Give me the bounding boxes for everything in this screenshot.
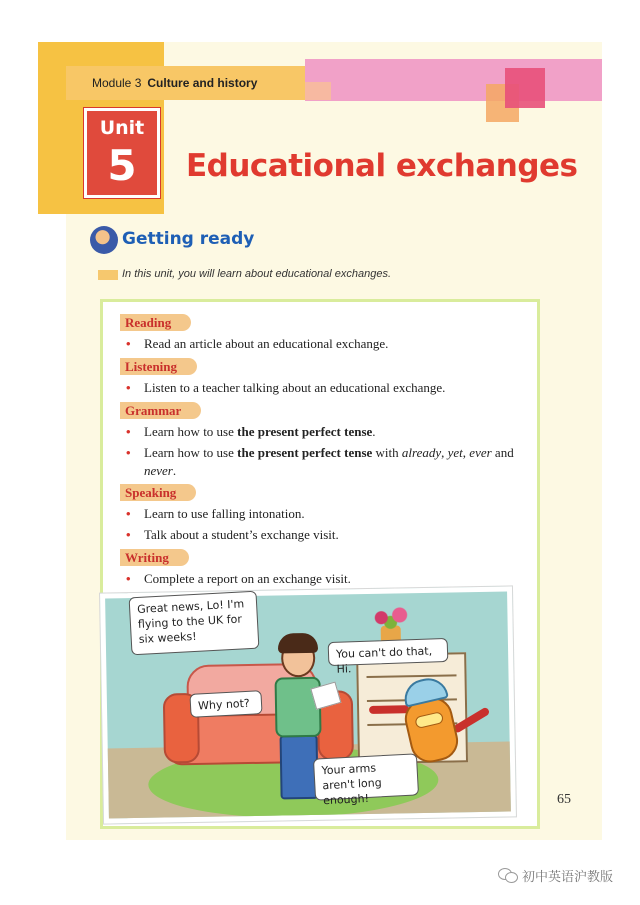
list-item xyxy=(120,423,530,441)
section-label-reading: Reading xyxy=(120,314,191,331)
flowers xyxy=(367,605,413,630)
list-item: • Complete a report on an exchange visit. xyxy=(120,570,530,588)
bold-term: the present perfect tense xyxy=(237,445,373,460)
module-number: Module 3 xyxy=(92,76,142,90)
section-writing xyxy=(120,549,530,588)
section-grammar xyxy=(120,402,530,480)
list-item: • Listen to a teacher talking about an educational exchange. xyxy=(120,379,530,397)
decorative-square-red xyxy=(505,68,545,108)
list-item xyxy=(120,444,530,480)
section-speaking xyxy=(120,484,530,544)
text-run: . xyxy=(372,424,376,439)
section-label-speaking: Speaking xyxy=(120,484,196,501)
section-label-grammar: Grammar xyxy=(120,402,201,419)
watermark-text: 初中英语沪教版 xyxy=(522,870,614,885)
bold-term: the present perfect tense xyxy=(237,424,373,439)
list-item: • Read an article about an educational exchange. xyxy=(120,335,530,353)
list-item: • Learn to use falling intonation. xyxy=(120,505,530,523)
section-listening xyxy=(120,358,530,397)
speech-bubble-2: You can't do that, Hi. xyxy=(328,638,449,666)
header-accent xyxy=(305,82,331,100)
robot-arm-left xyxy=(369,705,409,714)
page-title: Educational exchanges xyxy=(186,148,578,184)
speech-bubble-4: Your arms aren't long enough! xyxy=(313,753,419,800)
wechat-icon xyxy=(498,866,518,882)
module-title: Culture and history xyxy=(147,76,258,90)
section-reading xyxy=(120,314,530,353)
section-label-writing: Writing xyxy=(120,549,189,566)
section-label-listening: Listening xyxy=(120,358,197,375)
unit-number: 5 xyxy=(107,141,137,190)
unit-word: Unit xyxy=(99,117,145,139)
intro-text: In this unit, you will learn about educational exchanges. xyxy=(122,268,392,280)
speech-bubble-1: Great news, Lo! I'm flying to the UK for six weeks! xyxy=(129,591,260,656)
text-run: and xyxy=(491,445,514,460)
italic-word: never xyxy=(144,463,173,478)
text-run: with xyxy=(372,445,402,460)
italic-word: yet xyxy=(447,445,463,460)
getting-ready-icon xyxy=(90,226,118,254)
speech-bubble-3: Why not? xyxy=(189,690,262,718)
page-number: 65 xyxy=(557,792,571,807)
text-run: , xyxy=(462,445,470,460)
text-run: . xyxy=(172,463,177,478)
italic-word: ever xyxy=(469,445,492,460)
text-run: Learn how to use xyxy=(144,424,238,439)
robot-eye xyxy=(414,711,444,729)
list-item: • Talk about a student’s exchange visit. xyxy=(120,526,530,544)
module-label xyxy=(92,76,257,90)
text-run: Learn how to use xyxy=(144,445,238,460)
intro-marker xyxy=(98,270,118,280)
unit-badge xyxy=(84,108,160,198)
text-run: , xyxy=(441,445,448,460)
boy-hair xyxy=(278,633,318,654)
getting-ready-heading: Getting ready xyxy=(122,229,255,249)
italic-word: already xyxy=(401,445,442,460)
header-pink-band xyxy=(305,59,602,101)
boy-body xyxy=(275,677,322,738)
